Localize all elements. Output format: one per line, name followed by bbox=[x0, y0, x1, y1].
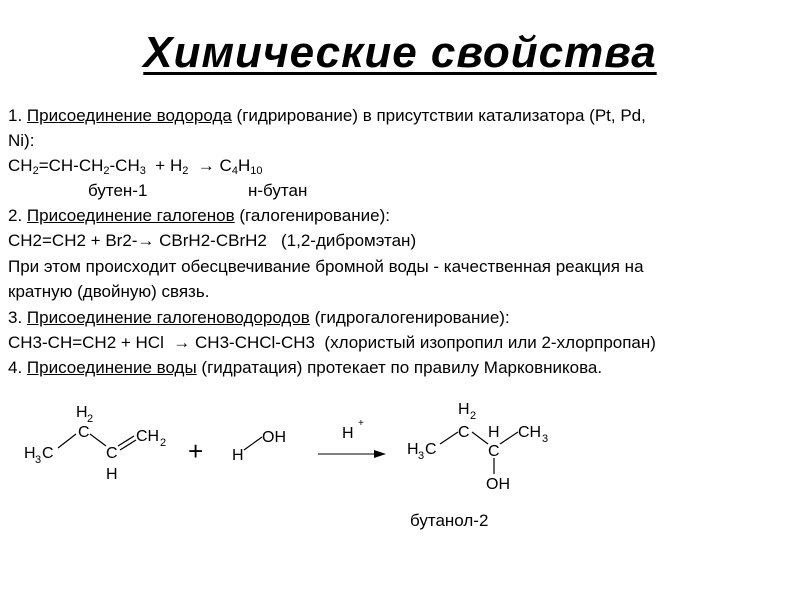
eq1-sub: 3 bbox=[139, 165, 146, 177]
item-3-line bbox=[8, 308, 510, 328]
eq1-sub: 2 bbox=[103, 165, 110, 177]
butanol-structure bbox=[407, 401, 548, 493]
butane-name: н-бутан bbox=[248, 181, 308, 200]
butene-c2: C bbox=[106, 445, 118, 462]
arrow-head bbox=[374, 450, 386, 458]
butanol-ch3-sub: 3 bbox=[542, 433, 549, 445]
equation-3: CH3-CH=CH2 + HCl → CH3-CHCl-CH3 (хлористый изопропил или 2-хлорпропан) bbox=[8, 333, 656, 352]
eq1-sub: 2 bbox=[32, 165, 39, 177]
item-4-line bbox=[8, 358, 602, 378]
butanol-h2: H bbox=[458, 401, 470, 418]
plus-sign: + bbox=[188, 436, 204, 466]
eq1-part: -CH bbox=[109, 156, 140, 175]
butanol-h3c-sub: 3 bbox=[418, 450, 425, 462]
note-line-1: При этом происходит обесцвечивание бромной воды - качественная реакция на bbox=[8, 257, 644, 276]
butene-c1: C bbox=[78, 424, 90, 441]
butanol-ch3: CH bbox=[518, 424, 542, 441]
butene-ch2-sub: 2 bbox=[160, 437, 167, 449]
butanol-bond-1 bbox=[440, 432, 458, 444]
butene-h3c-h: H bbox=[24, 445, 36, 462]
item-1-continuation: Ni): bbox=[8, 131, 35, 150]
item-2-heading: Присоединение галогенов bbox=[26, 206, 235, 225]
item-4-number: 4. bbox=[8, 358, 27, 377]
eq1-sub: 10 bbox=[250, 165, 263, 177]
item-4-heading: Присоединение воды bbox=[26, 358, 197, 377]
note-line-2: кратную (двойную) связь. bbox=[8, 282, 210, 301]
item-2-line bbox=[8, 206, 390, 226]
eq1-part: H bbox=[237, 156, 251, 175]
eq1-part: → C bbox=[188, 156, 232, 175]
eq1-sub: 2 bbox=[182, 165, 189, 177]
butene-h2-sub: 2 bbox=[87, 413, 94, 425]
item-3-number: 3. bbox=[8, 308, 27, 327]
reaction-scheme bbox=[0, 390, 800, 590]
eq1-part: CH bbox=[8, 156, 33, 175]
butanol-name: бутанол-2 bbox=[410, 511, 489, 530]
butanol-h3c-c: C bbox=[425, 441, 437, 458]
item-1-text: (гидрирование) в присутствии катализатора (Pt, Pd, bbox=[231, 106, 646, 125]
butanol-bond-2 bbox=[472, 432, 488, 444]
butene-h: H bbox=[106, 466, 118, 483]
item-2-text: (галогенирование): bbox=[234, 206, 390, 225]
eq1-sub: 4 bbox=[231, 165, 238, 177]
butene-h3c-c: C bbox=[42, 445, 54, 462]
butene-bond-2 bbox=[90, 434, 106, 446]
butene-name: бутен-1 bbox=[88, 181, 148, 200]
butanol-oh: OH bbox=[486, 476, 510, 493]
water-h: H bbox=[232, 447, 244, 464]
butanol-c1: C bbox=[458, 424, 470, 441]
butene-ch2: CH bbox=[136, 428, 160, 445]
catalyst-h: H bbox=[342, 425, 354, 442]
eq1-part: + H bbox=[145, 156, 183, 175]
item-2-number: 2. bbox=[8, 206, 27, 225]
butene-structure bbox=[24, 404, 166, 483]
water-bond bbox=[244, 437, 262, 450]
butanol-bond-3 bbox=[500, 432, 518, 444]
butanol-h2-sub: 2 bbox=[470, 410, 477, 422]
item-1-number: 1. bbox=[8, 106, 27, 125]
page-title: Химические свойства bbox=[143, 28, 657, 77]
butanol-h3c-h: H bbox=[407, 441, 419, 458]
water-oh: OH bbox=[262, 429, 286, 446]
item-3-heading: Присоединение галогеноводородов bbox=[26, 308, 310, 327]
eq1-part: =CH-CH bbox=[38, 156, 104, 175]
catalyst-plus: + bbox=[358, 418, 364, 429]
butene-double-bond-a bbox=[118, 436, 134, 446]
item-4-text: (гидратация) протекает по правилу Марковникова. bbox=[196, 358, 603, 377]
reaction-arrow bbox=[318, 418, 386, 458]
butene-h2: H bbox=[76, 404, 88, 421]
equation-2: CH2=CH2 + Br2-→ CBrH2-CBrH2 (1,2-дибромэтан) bbox=[8, 231, 417, 250]
water-structure bbox=[232, 429, 286, 464]
item-1-heading: Присоединение водорода bbox=[26, 106, 232, 125]
equation-1 bbox=[8, 156, 262, 176]
butanol-c2: C bbox=[488, 443, 500, 460]
item-3-text: (гидрогалогенирование): bbox=[309, 308, 510, 327]
butene-double-bond-b bbox=[120, 440, 136, 450]
butanol-h: H bbox=[488, 424, 500, 441]
butene-bond-1 bbox=[58, 434, 76, 448]
butene-h3c-sub: 3 bbox=[35, 454, 42, 466]
item-1-line bbox=[8, 106, 646, 126]
